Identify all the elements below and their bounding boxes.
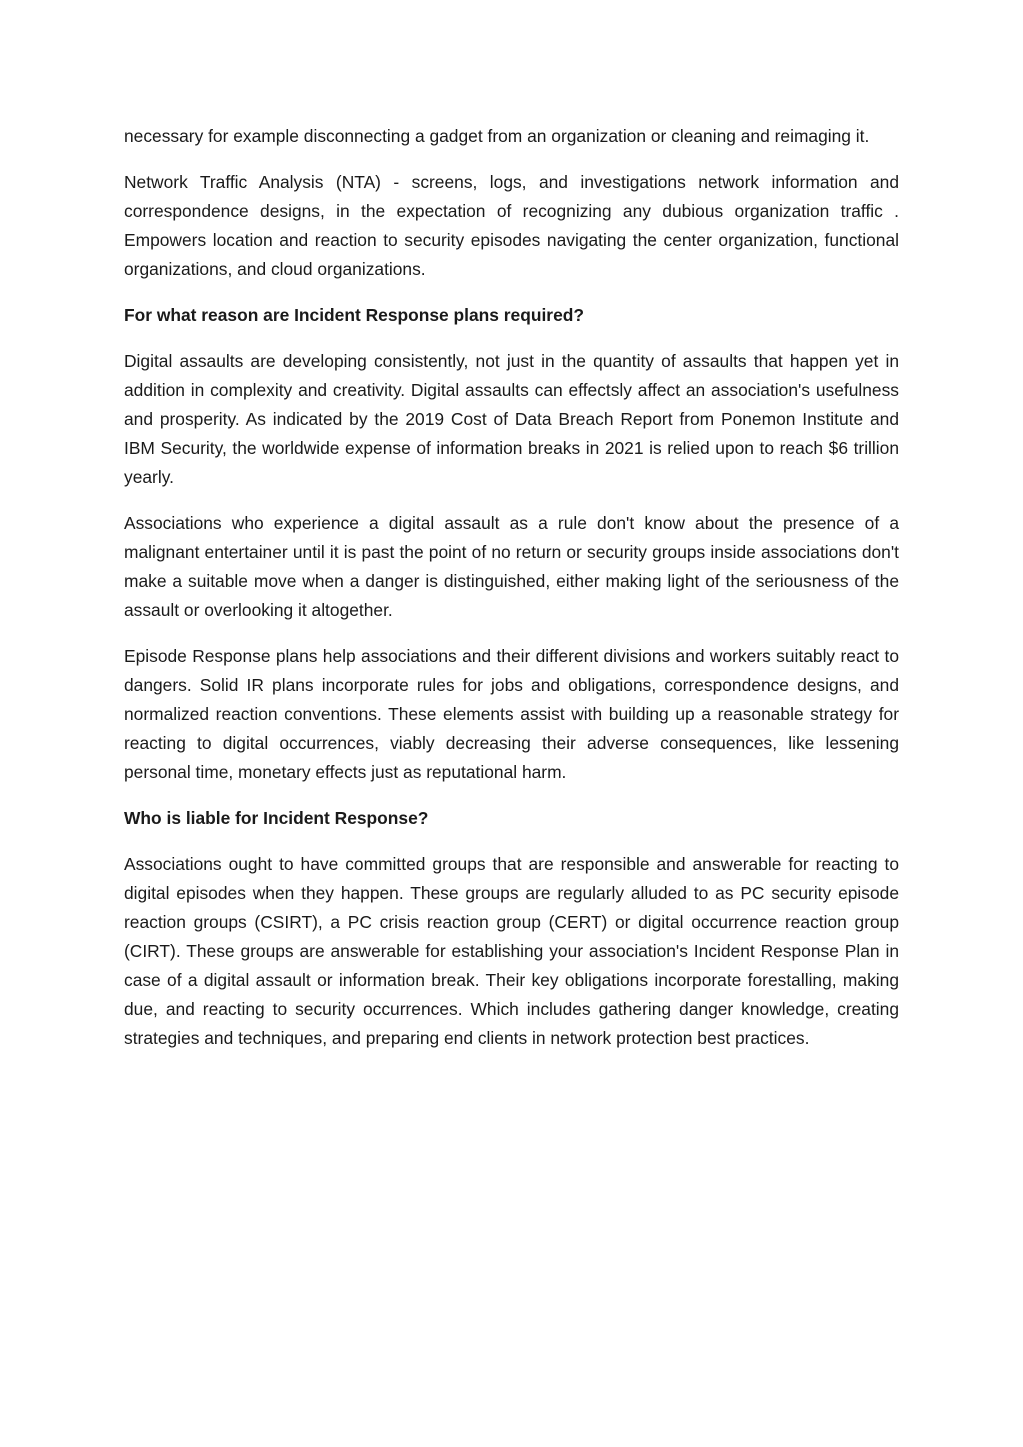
paragraph-network-traffic-analysis: Network Traffic Analysis (NTA) - screens, logs, and investigations network information and correspondence designs, in the expectation of recognizing any dubious organization traffic . Empowers location and reaction to security episodes navigating the center organization, functional organizations, and cloud organizations. [124, 172, 899, 279]
paragraph-episode-response-plans: Episode Response plans help associations and their different divisions and workers suitably react to dangers. Solid IR plans incorporate rules for jobs and obligations, correspondence designs, and normalized reaction conventions. These elements assist with building up a reasonable strategy for reacting to digital occurrences, viably decreasing their adverse consequences, like lessening personal time, monetary effects just as reputational harm. [124, 646, 899, 782]
heading-who-is-liable: Who is liable for Incident Response? [124, 808, 429, 828]
paragraph-committed-groups: Associations ought to have committed groups that are responsible and answerable for reacting to digital episodes when they happen. These groups are regularly alluded to as PC security episode reaction groups (CSIRT), a PC crisis reaction group (CERT) or digital occurrence reaction group (CIRT). These groups are answerable for establishing your association's Incident Response Plan in case of a digital assault or information break. Their key obligations incorporate forestalling, making due, and reacting to security occurrences. Which includes gathering danger knowledge, creating strategies and techniques, and preparing end clients in network protection best practices. [124, 854, 899, 1048]
heading-why-ir-plans: For what reason are Incident Response plans required? [124, 305, 584, 325]
paragraph-digital-assaults: Digital assaults are developing consistently, not just in the quantity of assaults that happen yet in addition in complexity and creativity. Digital assaults can effectsly affect an association's usefulness and prosperity. As indicated by the 2019 Cost of Data Breach Report from Ponemon Institute and IBM Security, the worldwide expense of information breaks in 2021 is relied upon to reach $6 trillion yearly. [124, 351, 899, 487]
paragraph-continuation: necessary for example disconnecting a gadget from an organization or cleaning and reimaging it. [124, 126, 870, 146]
document-page [124, 122, 899, 1070]
paragraph-associations-experience: Associations who experience a digital assault as a rule don't know about the presence of a malignant entertainer until it is past the point of no return or security groups inside associations don't make a suitable move when a danger is distinguished, either making light of the seriousness of the assault or overlooking it altogether. [124, 513, 899, 620]
